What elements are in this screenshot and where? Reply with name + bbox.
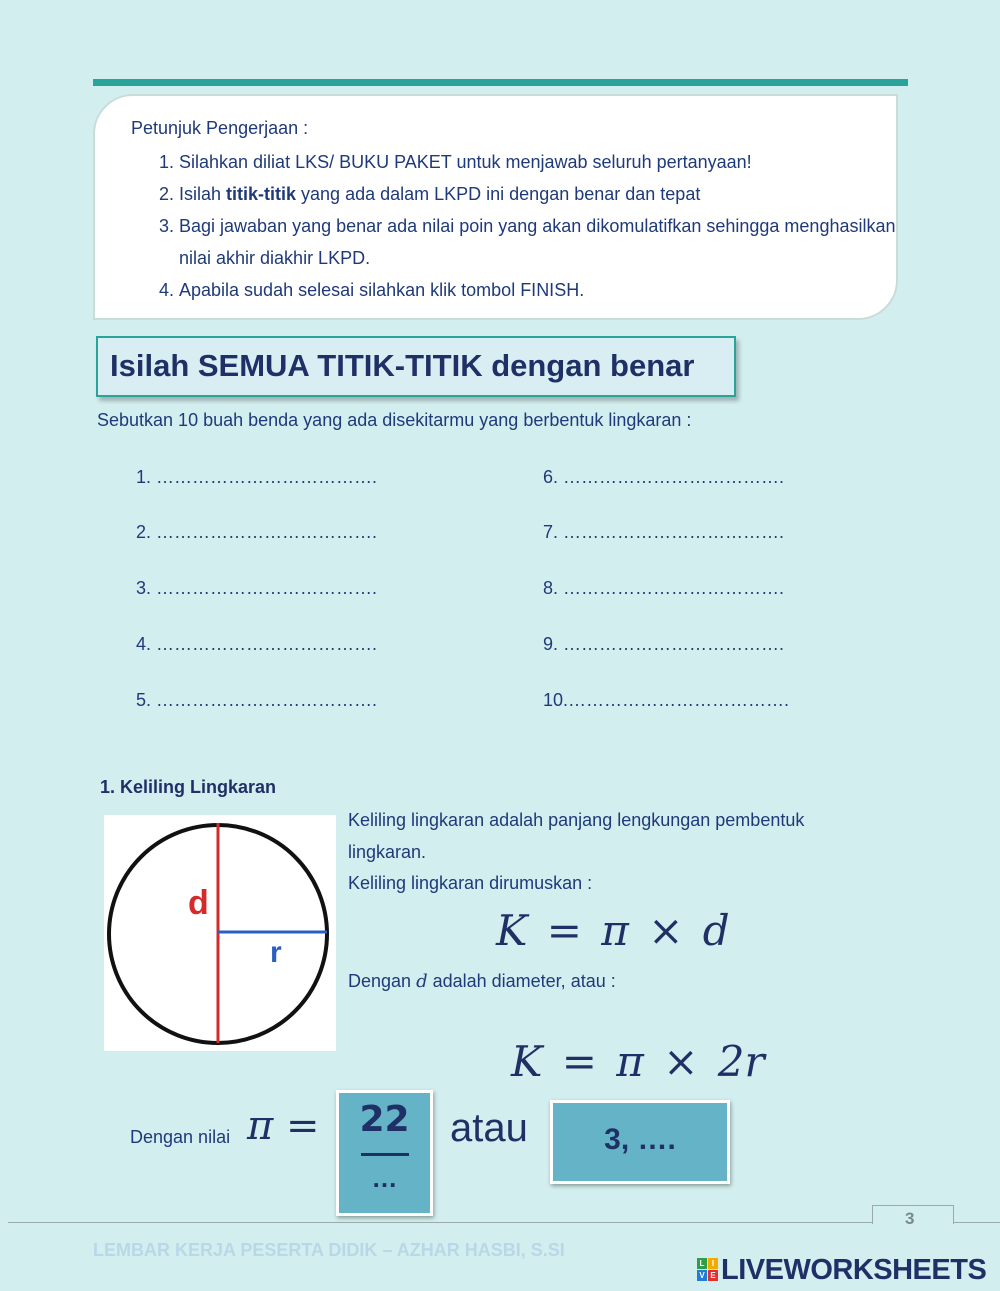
description-line: lingkaran.: [348, 842, 427, 862]
answer-blank-6[interactable]: 6. ……………………………….: [543, 467, 785, 487]
liveworksheets-logo: [697, 1254, 997, 1288]
instruction-item: 2. Isilah titik-titik yang ada dalam LKPD ini dengan benar dan tepat: [179, 178, 899, 210]
pi-symbol: π =: [247, 1103, 320, 1149]
answer-blank-2[interactable]: 2. ……………………………….: [136, 522, 378, 542]
section-heading-text: Isilah SEMUA TITIK-TITIK dengan benar: [110, 348, 695, 383]
top-accent-bar: [93, 79, 908, 86]
instruction-item: 3. Bagi jawaban yang benar ada nilai poin yang akan dikomulatifkan sehingga menghasilkan nilai akhir diakhir LKPD.: [179, 210, 899, 274]
circumference-formula-radius: K = π × 2r: [511, 1037, 765, 1086]
diameter-note: Dengan d adalah diameter, atau :: [348, 971, 616, 992]
instructions-title: Petunjuk Pengerjaan :: [131, 118, 309, 138]
answer-blank-9[interactable]: 9. ……………………………….: [543, 634, 785, 654]
instructions-panel: [93, 94, 898, 320]
pi-decimal-answer[interactable]: 3, ….: [604, 1123, 676, 1156]
instructions-list: [131, 146, 899, 306]
section-heading: [96, 336, 736, 397]
footer-author-text: LEMBAR KERJA PESERTA DIDIK – AZHAR HASBI, S.SI: [93, 1240, 565, 1260]
instruction-item: 4. Apabila sudah selesai silahkan klik tombol FINISH.: [179, 274, 899, 306]
fraction-denominator-blank[interactable]: …: [371, 1163, 398, 1193]
page-number: 3: [905, 1209, 915, 1228]
description-line: Keliling lingkaran dirumuskan :: [348, 873, 593, 893]
instruction-item: 1. Silahkan diliat LKS/ BUKU PAKET untuk menjawab seluruh pertanyaan!: [179, 146, 899, 178]
liveworksheets-badge-icon: L I V E: [697, 1258, 719, 1282]
description-line: Keliling lingkaran adalah panjang lengkungan pembentuk: [348, 810, 805, 830]
diameter-label: d: [188, 884, 209, 922]
circumference-formula-diameter: K = π × d: [496, 906, 730, 955]
answer-blank-3[interactable]: 3. ……………………………….: [136, 578, 378, 598]
question-prompt: Sebutkan 10 buah benda yang ada disekitarmu yang berbentuk lingkaran :: [97, 410, 692, 430]
circle-diagram: [104, 815, 336, 1051]
answer-blank-4[interactable]: 4. ……………………………….: [136, 634, 378, 654]
radius-label: r: [270, 936, 282, 969]
answer-blank-7[interactable]: 7. ……………………………….: [543, 522, 785, 542]
fraction-bar: [361, 1153, 409, 1156]
answer-blank-1[interactable]: 1. ……………………………….: [136, 467, 378, 487]
footer-divider: [952, 1222, 1000, 1223]
answer-blank-10[interactable]: 10.……………………………….: [543, 690, 790, 710]
answer-blank-5[interactable]: 5. ……………………………….: [136, 690, 378, 710]
pi-fraction-answer-box[interactable]: [336, 1090, 433, 1216]
answer-blank-8[interactable]: 8. ……………………………….: [543, 578, 785, 598]
footer-divider: [8, 1222, 873, 1223]
liveworksheets-wordmark: LIVEWORKSHEETS: [721, 1254, 987, 1286]
pi-decimal-answer-box[interactable]: [550, 1100, 730, 1184]
or-label: atau: [450, 1106, 528, 1150]
fraction-numerator: 22: [359, 1099, 410, 1140]
pi-value-label: Dengan nilai: [130, 1127, 231, 1147]
subsection-title: 1. Keliling Lingkaran: [100, 777, 277, 797]
